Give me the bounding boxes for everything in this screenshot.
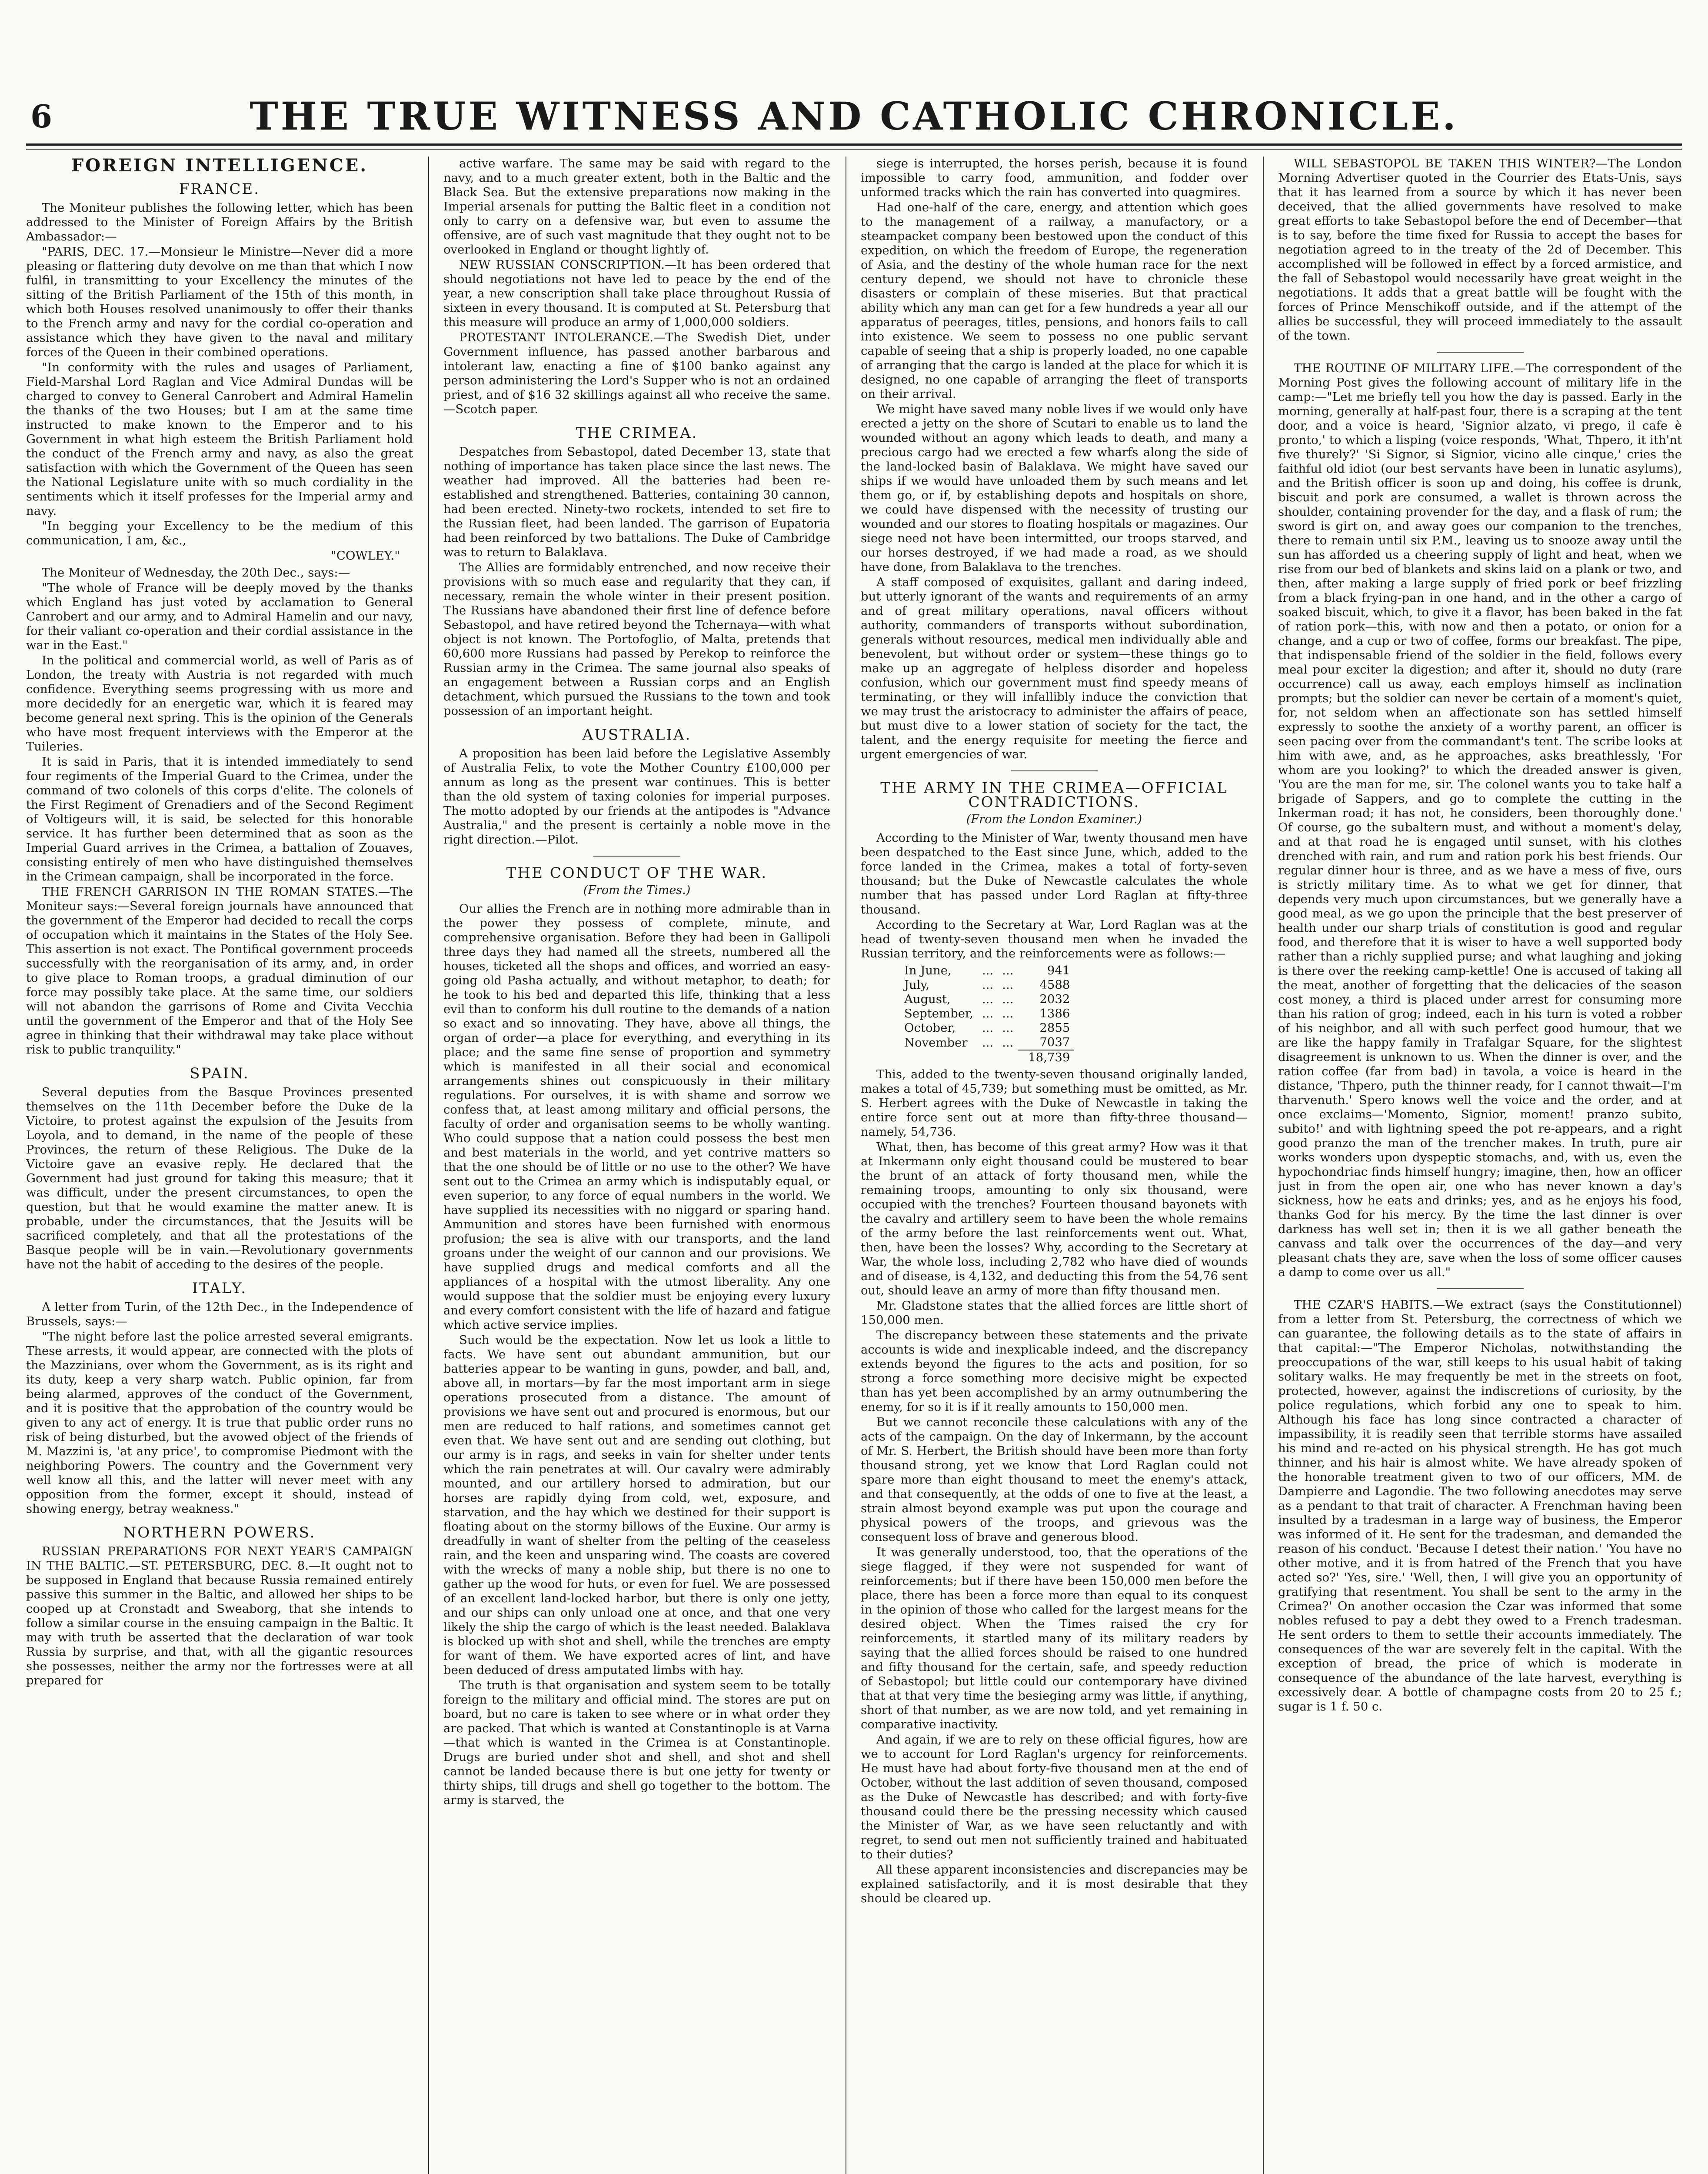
month-cell: July,: [904, 978, 930, 992]
article-paragraph: All these apparent inconsistencies and discrepancies may be explained satisfactorily, and it is most desirable that they should be cleared up.: [861, 1863, 1248, 1905]
article-paragraph: It is said in Paris, that it is intended immediately to send four regiments of the Imperial Guard to the Crimea, under the command of two colonels of this corps d'elite. The colonels of the First Regiment of Grenadiers and of the Second Regiment of Voltigeurs will, it is said, be selected for this honorable service. It has further been determined that as soon as the Imperial Guard arrives in the Crimea, a battalion of Zouaves, consisting entirely of men who have distinguished themselves in the Crimean campaign, shall be incorporated in the force.: [26, 755, 413, 884]
column-2: [443, 157, 830, 2174]
article-paragraph: Mr. Gladstone states that the allied forces are little short of 150,000 men.: [861, 1299, 1248, 1327]
crimea-heading: THE CRIMEA.: [576, 424, 698, 442]
army-in-crimea-heading: THE ARMY IN THE CRIMEA—OFFICIAL CONTRADICTIONS.: [880, 779, 1228, 811]
total-cell: 18,739: [1018, 1050, 1074, 1065]
source-credit: (From the Times.): [583, 884, 691, 897]
article-separator: [1437, 1288, 1524, 1289]
article-paragraph: A staff composed of exquisites, gallant and daring indeed, but utterly ignorant of the wants and requirements of an army and of great military operations, naval officers without authority, commanders of transports without subordination, generals without resources, medical men individually able and benevolent, but without order or system—these things go to make up an aggregate of helpless disorder and hopeless confusion, which our government must find speedy means of terminating, or they will infallibly induce the conviction that we may trust the aristocracy to administer the affairs of peace, but must dive to a lower station of society for the tact, the talent, and the energy requisite for meeting the fierce and urgent emergencies of war.: [861, 575, 1248, 761]
article-paragraph: The Allies are formidably entrenched, and now receive their provisions with so much ease and regularity that they can, if necessary, remain the whole winter in their present position. The Russians have abandoned their first line of defence before Sebastopol, and have retired beyond the Tchernaya—with what object is not known. The Portofoglio, of Malta, pretends that 60,600 more Russians had passed by Perekop to reinforce the Russian army in the Crimea. The same journal also speaks of an engagement between a Russian corps and an English detachment, which pursued the Russians to the town and took possession of an important height.: [443, 560, 830, 718]
month-cell: November: [904, 1035, 968, 1050]
columns: [26, 157, 1682, 2174]
article-paragraph: Had one-half of the care, energy, and attention which goes to the management of a railway, a manufactory, or a steampacket company been bestowed upon the conduct of this expedition, on which the freedom of Europe, the regeneration of Asia, and the destiny of the whole human race for the next century depend, we should not have to chronicle these disasters or complain of these miseries. But that practical ability which any man can get for a few hundreds a year all our apparatus of peerages, titles, pensions, and honors fails to call into existence. We seem to possess no one public servant capable of seeing that a ship is properly loaded, no one capable of arranging that the cargo is landed at the place for which it is designed, no one capable of arranging the fleet of transports on their arrival.: [861, 200, 1248, 401]
article-separator: [593, 856, 680, 857]
article-paragraph: In the political and commercial world, as well of Paris as of London, the treaty with Austria is not regarded with much confidence. Everything seems progressing with us more and more decidedly for an energetic war, which it is feared may become general next spring. This is the opinion of the Generals who have most frequent interviews with the Emperor at the Tuileries.: [26, 654, 413, 754]
article-paragraph: "In begging your Excellency to be the medium of this communication, I am, &c.,: [26, 519, 413, 547]
article-paragraph: "The night before last the police arrested several emigrants. These arrests, it would appear, are connected with the plots of the Mazzinians, over whom the Government, as is its right and its duty, keep a very sharp watch. Public opinion, far from being alarmed, approves of the conduct of the Government, and it is positive that the approbation of the country would be given to any act of energy. It is true that public order runs no risk of being disturbed, but the avowed object of the friends of M. Mazzini is, 'at any price', to compromise Piedmont with the neighboring Powers. The country and the Government very well know all this, and the latter will never meet with any opposition from the former, except it should, instead of showing energy, betray weakness.": [26, 1330, 413, 1516]
column-1: [26, 157, 413, 2174]
northern-powers-heading: NORTHERN POWERS.: [123, 1524, 316, 1541]
table-row: In June, ... ... 941: [900, 964, 1074, 978]
article-paragraph: We might have saved many noble lives if we would only have erected a jetty on the shore of Scutari to enable us to land the wounded without an agony which leads to death, and many a precious cargo had we erected a few wharfs along the side of the land-locked basin of Balaklava. We might have saved our ships if we would have unloaded them by such means and let them go, or if, by establishing depots and hospitals on shore, we could have dispensed with the necessity of trusting our wounded and our stores to floating hospitals or magazines. Our siege need not have been intermitted, our troops starved, and our horses destroyed, if we had made a road, as we should have done, from Balaklava to the trenches.: [861, 402, 1248, 574]
article-paragraph: The Moniteur publishes the following letter, which has been addressed to the Minister of Foreign Affairs by the British Ambassador:—: [26, 201, 413, 243]
article-paragraph: And again, if we are to rely on these official figures, how are we to account for Lord Raglan's urgency for reinforcements. He must have had about forty-five thousand men at the end of October, without the last addition of seven thousand, composed as the Duke of Newcastle has described; and with forty-five thousand could there be the pressing necessity which caused the Minister of War, as we have seen reluctantly and with regret, to send out men not sufficiently trained and habituated to their duties?: [861, 1733, 1248, 1861]
masthead: [26, 89, 1682, 141]
article-paragraph: WILL SEBASTOPOL BE TAKEN THIS WINTER?—The London Morning Advertiser quoted in the Courrier des Etats-Unis, says that it has learned from a source by which it has never been deceived, that the allied governments have resolved to make great efforts to take Sebastopol before the end of December—that is to say, before the time fixed for Russia to accept the bases for negotiation agreed to in the treaty of the 2d of December. This accomplished will be followed in effect by a forced armistice, and the fall of Sebastopol would necessarily have great weight in the negotiations. It adds that a great battle will be fought with the forces of Prince Menschikoff outside, and if the attempt of the allies be successful, they will proceed immediately to the assault of the town.: [1278, 157, 1682, 343]
article-paragraph: The discrepancy between these statements and the private accounts is wide and inexplicable indeed, and the discrepancy extends beyond the figures to the acts and position, for so strong a force something more decisive might be expected than has yet been accomplished by an army outnumbering the enemy, for so it is if it really amounts to 150,000 men.: [861, 1328, 1248, 1414]
section-title: FOREIGN INTELLIGENCE.: [71, 157, 368, 176]
article-paragraph: According to the Secretary at War, Lord Raglan was at the head of twenty-seven thousand men when he invaded the Russian territory, and the reinforcements were as follows:—: [861, 918, 1248, 960]
article-paragraph: A proposition has been laid before the Legislative Assembly of Australia Felix, to vote the Mother Country £100,000 per annum as long as the present war continues. This is better than the old system of taxing colonies for imperial purposes. The motto adopted by our friends at the antipodes is "Advance Australia," and the present is certainly a noble move in the right direction.—Pilot.: [443, 747, 830, 847]
column-3: [861, 157, 1248, 2174]
article-paragraph: The Moniteur of Wednesday, the 20th Dec., says:—: [42, 566, 350, 580]
month-cell: August,: [904, 992, 951, 1006]
masthead-title: THE TRUE WITNESS AND CATHOLIC CHRONICLE.: [250, 93, 1458, 139]
article-paragraph: THE ROUTINE OF MILITARY LIFE.—The correspondent of the Morning Post gives the following account of military life in the camp:—"Let me briefly tell you how the day is passed. Early in the morning, generally at half-past four, there is a scraping at the tent door, and a voice is heard, 'Signior alzato, vi prego, il cafe è pronto,' to which a lisping (voice responds, 'What, Thpero, it ith'nt five thurely?' 'Si Signor, si Signior, vicino alle cinque,' cries the faithful old idiot (our best servants have been in lunatic asylums), and the British officer is soon up and doing, his coffee is drunk, biscuit and pork are consumed, a wallet is thrown across the shoulder, containing provender for the day, and a flask of rum; the sword is girt on, and away goes our companion to the trenches, there to remain until six P.M., leaving us to snooze away until the sun has afforded us a cheering supply of light and heat, when we rise from our bed of blankets and skins laid on a plank or two, and then, after making a large supply of fried pork or beef frizzling from a black frying-pan in one hand, and in the other a cargo of soaked biscuit, which, to give it a flavor, has been baked in the fat of ration pork—this, with now and then a potato, or onion for a change, and a cup or two of coffee, forms our breakfast. The pipe, that indispensable friend of the soldier in the field, follows every meal pour exciter la digestion; and after it, should no duty (rare occurrence) call us away, each employs himself as inclination prompts; but the soldier can never be certain of a moment's quiet, for, not seldom when an affectionate son has settled himself expressly to soothe the anxiety of a worthy parent, an officer is seen pacing over from the commandant's tent. The scribe looks at him with awe, and, as he approaches, asks breathlessly, 'For whom are you looking?' to which the dreaded answer is given, 'You are the man for me, sir. The colonel wants you to take half a brigade of Sappers, and go to complete the cutting in the Inkerman road; it has not, he considers, been thoroughly done.' Of course, go the subaltern must, and without a moment's delay, and at that road he is engaged until sunset, with his clothes drenched with rain, and rum and ration pork his best friends. Our regular dinner hour is three, and as we have a mess of five, ours is strictly military time. As to what we get for dinner, that depends very much upon circumstances, but we generally have a good meal, as we go upon the principle that the best preserver of health under our sharp trials of constitution is good and regular food, and therefore that it is wiser to have a well supported body rather than a richly supplied purse; and what laughing and joking is there over the reeking camp-kettle! One is accused of taking all the meat, another of forgetting that the delicacies of the season cost money, a third is placed under arrest for consuming more than his ration of grog; indeed, each in his turn is voted a robber of his neighbor, and all with such perfect good humour, that we are like the happy family in Trafalgar Square, for the slightest disagreement is unknown to us. When the dinner is over, and the ration coffee (far from bad) in tavola, a voice is heard in the distance, 'Thpero, puth the thinner ready, for I cannot thwait—I'm tharvenuth.' Spero knows well the voice and the order, and at once exclaims—'Momento, Signior, moment! pranzo subito, subito!' and with lightning speed the pot re-appears, and a right good pranzo the man of the trencher makes. In truth, pure air works wonders upon dyspeptic stomachs, and, with us, even the hypochondriac finds himself hungry; imagine, then, how an officer just in from the open air, one who has never known a day's sickness, how he eats and drinks; yes, and as he enjoys his food, thanks God for his mercy. By the time the last dinner is over darkness has well set in; then it is we all gather beneath the canvass and talk over the occurrences of the day—and very pleasant chats they are, save when the loss of some officer causes a damp to come over us all.": [1278, 361, 1682, 1279]
table-total-row: [900, 1050, 1074, 1065]
value-cell: 1386: [1039, 1007, 1070, 1020]
article-separator: [1437, 352, 1524, 353]
table-row: September, ... ... 1386: [900, 1007, 1074, 1021]
article-paragraph: This, added to the twenty-seven thousand originally landed, makes a total of 45,739; but something must be omitted, as Mr. S. Herbert agrees with the Duke of Newcastle in taking the entire force sent out at more than fifty-three thousand—namely, 54,736.: [861, 1067, 1248, 1139]
article-paragraph: Several deputies from the Basque Provinces presented themselves on the 11th December before the Duke de la Victoire, to protest against the expulsion of the Jesuits from Loyola, and to demand, in the name of the people of these Provinces, the return of these Religious. The Duke de la Victoire gave an evasive reply. He declared that the Government had just ground for taking this measure; that it was difficult, under the present circumstances, to open the question, but that he would examine the matter anew. It is probable, under the circumstances, that the Jesuits will be sacrificed completely, and that all the protestations of the Basque people will be in vain.—Revolutionary governments have not the habit of acceding to the desires of the people.: [26, 1085, 413, 1271]
article-paragraph: "PARIS, DEC. 17.—Monsieur le Ministre—Never did a more pleasing or flattering duty devolve on me than that which I now fulfil, in transmitting to your Excellency the minutes of the sitting of the British Parliament of the 15th of this month, in which both Houses resolved unanimously to offer their thanks to the French army and navy for the cordial co-operation and assistance which they have given to the naval and military forces of the Queen in their combined operations.: [26, 245, 413, 359]
value-cell: 2855: [1039, 1021, 1070, 1035]
article-paragraph: PROTESTANT INTOLERANCE.—The Swedish Diet, under Government influence, has passed another barbarous and intolerant law, enacting a fine of $100 banko against any person administering the Lord's Supper who is not an ordained priest, and of $16 32 skillings against all who receive the same.—Scotch paper.: [443, 330, 830, 416]
masthead-rule-thin: [26, 149, 1682, 150]
newspaper-page: [26, 26, 1682, 2174]
article-paragraph: The truth is that organisation and system seem to be totally foreign to the military and official mind. The stores are put on board, but no care is taken to see where or in what order they are packed. That which is wanted at Constantinople is at Varna—that which is wanted in the Crimea is at Constantinople. Drugs are buried under shot and shell, and shot and shell cannot be landed because there is but one jetty for twenty or thirty ships, till drugs and shell go together to the bottom. The army is starved, the: [443, 1678, 830, 1807]
article-paragraph: THE FRENCH GARRISON IN THE ROMAN STATES.—The Moniteur says:—Several foreign journals have announced that the government of the Emperor had decided to recall the corps of occupation which it maintains in the States of the Holy See. This assertion is not exact. The Pontifical government proceeds successfully with the reorganisation of its army, and, in order to give place to Roman troops, a gradual diminution of our force may possibly take place. At the same time, our soldiers will not abandon the garrisons of Rome and Civita Vecchia until the government of the Emperor and that of the Holy See agree in thinking that their withdrawal may take place without risk to public tranquility.": [26, 885, 413, 1057]
article-paragraph: RUSSIAN PREPARATIONS FOR NEXT YEAR'S CAMPAIGN IN THE BALTIC.—ST. PETERSBURG, DEC. 8.—It ought not to be supposed in England that because Russia remained entirely passive this summer in the Baltic, and allowed her ships to be cooped up at Cronstadt and Sweaborg, that she intends to follow a similar course in the ensuing campaign in the Baltic. It may with truth be asserted that the declaration of war took Russia by surprise, and that, with all the gigantic resources she possesses, neither the army nor the fortresses were at all prepared for: [26, 1544, 413, 1687]
article-paragraph: "The whole of France will be deeply moved by the thanks which England has just voted by acclamation to General Canrobert and our army, and to Admiral Hamelin and our navy, for their valiant co-operation and their cordial assistance in the war in the East.": [26, 581, 413, 652]
month-cell: September,: [904, 1007, 973, 1020]
conduct-of-war-heading: THE CONDUCT OF THE WAR.: [506, 864, 768, 882]
column-4: [1278, 157, 1682, 2174]
article-paragraph: Such would be the expectation. Now let us look a little to facts. We have sent out abundant ammunition, but our batteries appear to be wanting in guns, powder, and ball, and, above all, in mortars—by far the most important arm in siege operations prosecuted from a distance. The amount of provisions we have sent out and procured is enormous, but our men are reduced to half rations, and sometimes cannot get even that. We have sent out and are sending out clothing, but our army is in rags, and seeks in vain for shelter under tents which the rain penetrates at will. Our cavalry were admirably mounted, and our artillery horsed to admiration, but our horses are rapidly dying from cold, wet, exposure, and starvation, and the hay which we destined for their support is floating about on the stormy billows of the Euxine. Our army is dreadfully in want of shelter from the pelting of the ceaseless rain, and the keen and unsparing wind. The coasts are covered with the wrecks of many a noble ship, but there is no one to gather up the wood for huts, or even for fuel. We are possessed of an excellent land-locked harbor, but there is only one jetty, and our ships can only unload one at once, and that one very likely the ship the cargo of which is the least needed. Balaklava is blocked up with shot and shell, while the trenches are empty for want of them. We have exported acres of lint, and have been deduced of dress amputated limbs with hay.: [443, 1333, 830, 1677]
table-row: July, ... ... 4588: [900, 978, 1074, 992]
column-divider: [1263, 157, 1264, 2174]
value-cell: 7037: [1039, 1035, 1070, 1049]
value-cell: 941: [1047, 964, 1070, 977]
article-paragraph: What, then, has become of this great army? How was it that at Inkermann only eight thousand could be mustered to bear the brunt of an attack of forty thousand men, while the remaining troops, amounting to only six thousand, were occupied with the trenches? Fourteen thousand bayonets with the cavalry and artillery seem to have been the whole remains of the army before the last reinforcements went out. What, then, have been the losses? Why, according to the Secretary at War, the whole loss, including 2,782 who have died of wounds and of disease, is 4,132, and deducting this from the 54,76 sent out, should leave an army of more than fifty thousand men.: [861, 1140, 1248, 1297]
page-number: 6: [30, 98, 53, 135]
table-row: November ... ... 7037: [900, 1035, 1074, 1050]
italy-heading: ITALY.: [192, 1280, 247, 1297]
spain-heading: SPAIN.: [190, 1065, 250, 1082]
source-credit: (From the London Examiner.): [966, 813, 1142, 826]
article-paragraph: A letter from Turin, of the 12th Dec., in the Independence of Brussels, says:—: [26, 1300, 413, 1328]
signature: "COWLEY.": [331, 549, 400, 563]
reinforcements-table: [900, 964, 1074, 1065]
column-divider: [428, 157, 429, 2174]
article-paragraph: siege is interrupted, the horses perish, because it is found impossible to carry food, ammunition, and fodder over unformed tracks which the rain has converted into quagmires.: [861, 157, 1248, 199]
value-cell: 4588: [1039, 978, 1070, 992]
article-paragraph: Despatches from Sebastopol, dated December 13, state that nothing of importance has taken place since the last news. The weather had improved. All the batteries had been re-established and strengthened. Batteries, containing 30 cannon, had been erected. Ninety-two rockets, intended to set fire to the Russian fleet, had been landed. The garrison of Eupatoria had been reinforced by two battalions. The Duke of Cambridge was to return to Balaklava.: [443, 445, 830, 559]
month-cell: October,: [904, 1021, 956, 1035]
france-heading: FRANCE.: [179, 180, 260, 198]
table-row: August, ... ... 2032: [900, 992, 1074, 1007]
article-paragraph: NEW RUSSIAN CONSCRIPTION.—It has been ordered that should negotiations not have led to peace by the end of the year, a new conscription shall take place throughout Russia of sixteen in every thousand. It is computed at St. Petersburg that this measure will produce an army of 1,000,000 soldiers.: [443, 258, 830, 329]
value-cell: 2032: [1039, 992, 1070, 1006]
masthead-rule: [26, 143, 1682, 146]
article-paragraph: THE CZAR'S HABITS.—We extract (says the Constitutionnel) from a letter from St. Petersburg, the correctness of which we can guarantee, the following details as to the state of affairs in that capital:—"The Emperor Nicholas, notwithstanding the preoccupations of the war, still keeps to his usual habit of taking solitary walks. He may frequently be met in the streets on foot, protected, however, against the indiscretions of curiosity, by the police regulations, which forbid any one to speak to him. Although his face has long since contracted a character of impassibility, it is readily seen that terrible storms have assailed his mind and re-acted on his physical strength. He has got much thinner, and his hair is almost white. We have already spoken of the honorable treatment given to two of our officers, MM. de Dampierre and Lagondie. The two following anecdotes may serve as a pendant to that trait of character. A Frenchman having been insulted by a tradesman in a large way of business, the Emperor was informed of it. He sent for the tradesman, and demanded the reason of his conduct. 'Because I detest their nation.' 'You have no other motive, and it is from hatred of the French that you have acted so?' 'Yes, sire.' 'Well, then, I will give you an opportunity of gratifying that resentment. You shall be sent to the army in the Crimea?' On another occasion the Czar was informed that some nobles refused to pay a debt they owed to a French tradesman. He sent orders to them to settle their accounts immediately. The consequences of the war are severely felt in the capital. With the exception of bread, the price of which is moderate in consequence of the abundance of the late harvest, everything is excessively dear. A bottle of champagne costs from 20 to 25 f.; sugar is 1 f. 50 c.: [1278, 1298, 1682, 1714]
australia-heading: AUSTRALIA.: [582, 726, 692, 744]
table-row: October, ... ... 2855: [900, 1021, 1074, 1035]
article-paragraph: It was generally understood, too, that the operations of the siege flagged, if they were not suspended for want of reinforcements; but if there have been 150,000 men before the place, there has been a force more than equal to its conquest in the opinion of those who called for the largest means for the desired object. When the Times raised the cry for reinforcements, it startled many of its military readers by saying that the allied forces should be raised to one hundred and fifty thousand for the certain, safe, and speedy reduction of Sebastopol; but little could our contemporary have divined that at that very time the besieging army was little, if anything, short of that number, as we are now told, and yet remaining in comparative inactivity.: [861, 1545, 1248, 1731]
month-cell: In June,: [904, 964, 952, 977]
article-paragraph: "In conformity with the rules and usages of Parliament, Field-Marshal Lord Raglan and Vice Admiral Dundas will be charged to convey to General Canrobert and Admiral Hamelin the thanks of the two Houses; but I am at the same time instructed to make known to the Emperor and to his Government in what high esteem the British Parliament hold the conduct of the French army and navy, as also the great satisfaction with which the Government of the Queen has seen the National Legislature unite with so much cordiality in the sentiments which it itself professes for the Imperial army and navy.: [26, 360, 413, 518]
article-paragraph: Our allies the French are in nothing more admirable than in the power they possess of complete, minute, and comprehensive organisation. Before they had been in Gallipoli three days they had named all the streets, numbered all the houses, ticketed all the shops and offices, and worried an easy-going old Pasha actually, and without metaphor, to death; for he took to his bed and departed this life, thinking that a less evil than to conform his dull routine to the demands of a nation so exact and so innovating. They have, above all things, the organ of order—a place for everything, and everything in its place; and the same fine sense of proportion and symmetry which is manifested in all their social and economical arrangements shines out conspicuously in their military regulations. For ourselves, it is with shame and sorrow we confess that, at least among military and official persons, the faculty of order and organisation seems to be wholly wanting. Who could suppose that a nation could possess the best men and best materials in the world, and yet contrive matters so that the one should be of little or no use to the other? We have sent out to the Crimea an army which is indisputably equal, or even superior, to any force of equal numbers in the world. We have supplied its necessities with no niggard or sparing hand. Ammunition and stores have been furnished with enormous profusion; the sea is alive with our transports, and the land groans under the weight of our cannon and our provisions. We have supplied drugs and medical comforts and all the appliances of a hospital with the utmost liberality. Any one would suppose that the soldier must be enjoying every luxury and every comfort consistent with the life of hazard and fatigue which active service implies.: [443, 902, 830, 1332]
article-paragraph: According to the Minister of War, twenty thousand men have been despatched to the East since June, which, added to the force landed in the Crimea, makes a total of forty-seven thousand; but the Duke of Newcastle calculates the whole number that has passed under Lord Raglan at fifty-three thousand.: [861, 831, 1248, 917]
article-separator: [1011, 770, 1098, 771]
article-paragraph: But we cannot reconcile these calculations with any of the acts of the campaign. On the day of Inkermann, by the account of Mr. S. Herbert, the British should have been more than forty thousand strong, yet we know that Lord Raglan could not spare more than eight thousand to meet the enemy's attack, and that consequently, at the odds of one to five at the least, a strain almost beyond example was put upon the courage and physical powers of the troops, and grievous was the consequent loss of brave and generous blood.: [861, 1415, 1248, 1544]
article-paragraph: active warfare. The same may be said with regard to the navy, and to a much greater extent, both in the Baltic and the Black Sea. But the extensive preparations now making in the Imperial arsenals for putting the Baltic fleet in a condition not only to carry on a defensive war, but even to assume the offensive, are of such vast magnitude that they ought not to be overlooked in England or thought lightly of.: [443, 157, 830, 257]
